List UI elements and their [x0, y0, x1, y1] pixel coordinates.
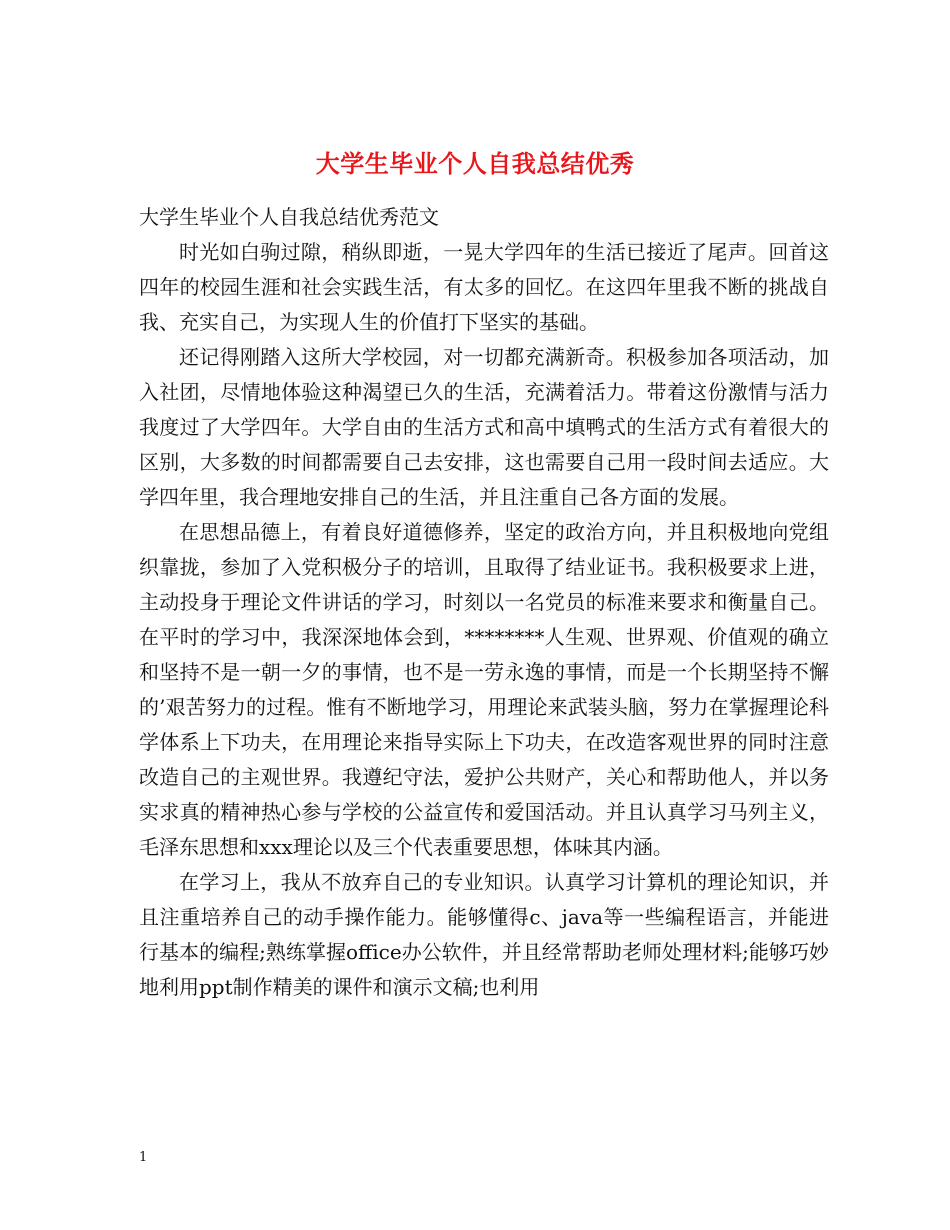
document-body — [139, 200, 829, 1005]
page-number: 1 — [139, 1150, 148, 1165]
document-subtitle: 大学生毕业个人自我总结优秀范文 — [139, 205, 439, 229]
paragraph-1: 时光如白驹过隙，稍纵即逝，一晃大学四年的生活已接近了尾声。回首这四年的校园生涯和社会实践生活，有太多的回忆。在这四年里我不断的挑战自我、充实自己，为实现人生的价值打下坚实的基础。 — [139, 240, 829, 334]
page-title: 大学生毕业个人自我总结优秀 — [315, 149, 635, 179]
paragraph-4: 在学习上，我从不放弃自己的专业知识。认真学习计算机的理论知识，并且注重培养自己的动手操作能力。能够懂得c、java等一些编程语言，并能进行基本的编程;熟练掌握office办公软件，并且经常帮助老师处理材料;能够巧妙地利用ppt制作精美的课件和演示文稿;也利用 — [139, 870, 829, 999]
paragraph-2: 还记得刚踏入这所大学校园，对一切都充满新奇。积极参加各项活动，加入社团，尽情地体验这种渴望已久的生活，充满着活力。带着这份激情与活力我度过了大学四年。大学自由的生活方式和高中填鸭式的生活方式有着很大的区别，大多数的时间都需要自己去安排，这也需要自己用一段时间去适应。大学四年里，我合理地安排自己的生活，并且注重自己各方面的发展。 — [139, 345, 829, 509]
paragraph-3: 在思想品德上，有着良好道德修养，坚定的政治方向，并且积极地向党组织靠拢，参加了入党积极分子的培训，且取得了结业证书。我积极要求上进，主动投身于理论文件讲话的学习，时刻以一名党员的标准来要求和衡量自己。在平时的学习中，我深深地体会到，********人生观、世界观、价值观的确立和坚持不是一朝一夕的事情，也不是一劳永逸的事情，而是一个长期坚持不懈的’艰苦努力的过程。惟有不断地学习，用理论来武装头脑，努力在掌握理论科学体系上下功夫，在用理论来指导实际上下功夫，在改造客观世界的同时注意改造自己的主观世界。我遵纪守法，爱护公共财产，关心和帮助他人，并以务实求真的精神热心参与学校的公益宣传和爱国活动。并且认真学习马列主义，毛泽东思想和xxx理论以及三个代表重要思想，体味其内涵。 — [139, 520, 829, 859]
